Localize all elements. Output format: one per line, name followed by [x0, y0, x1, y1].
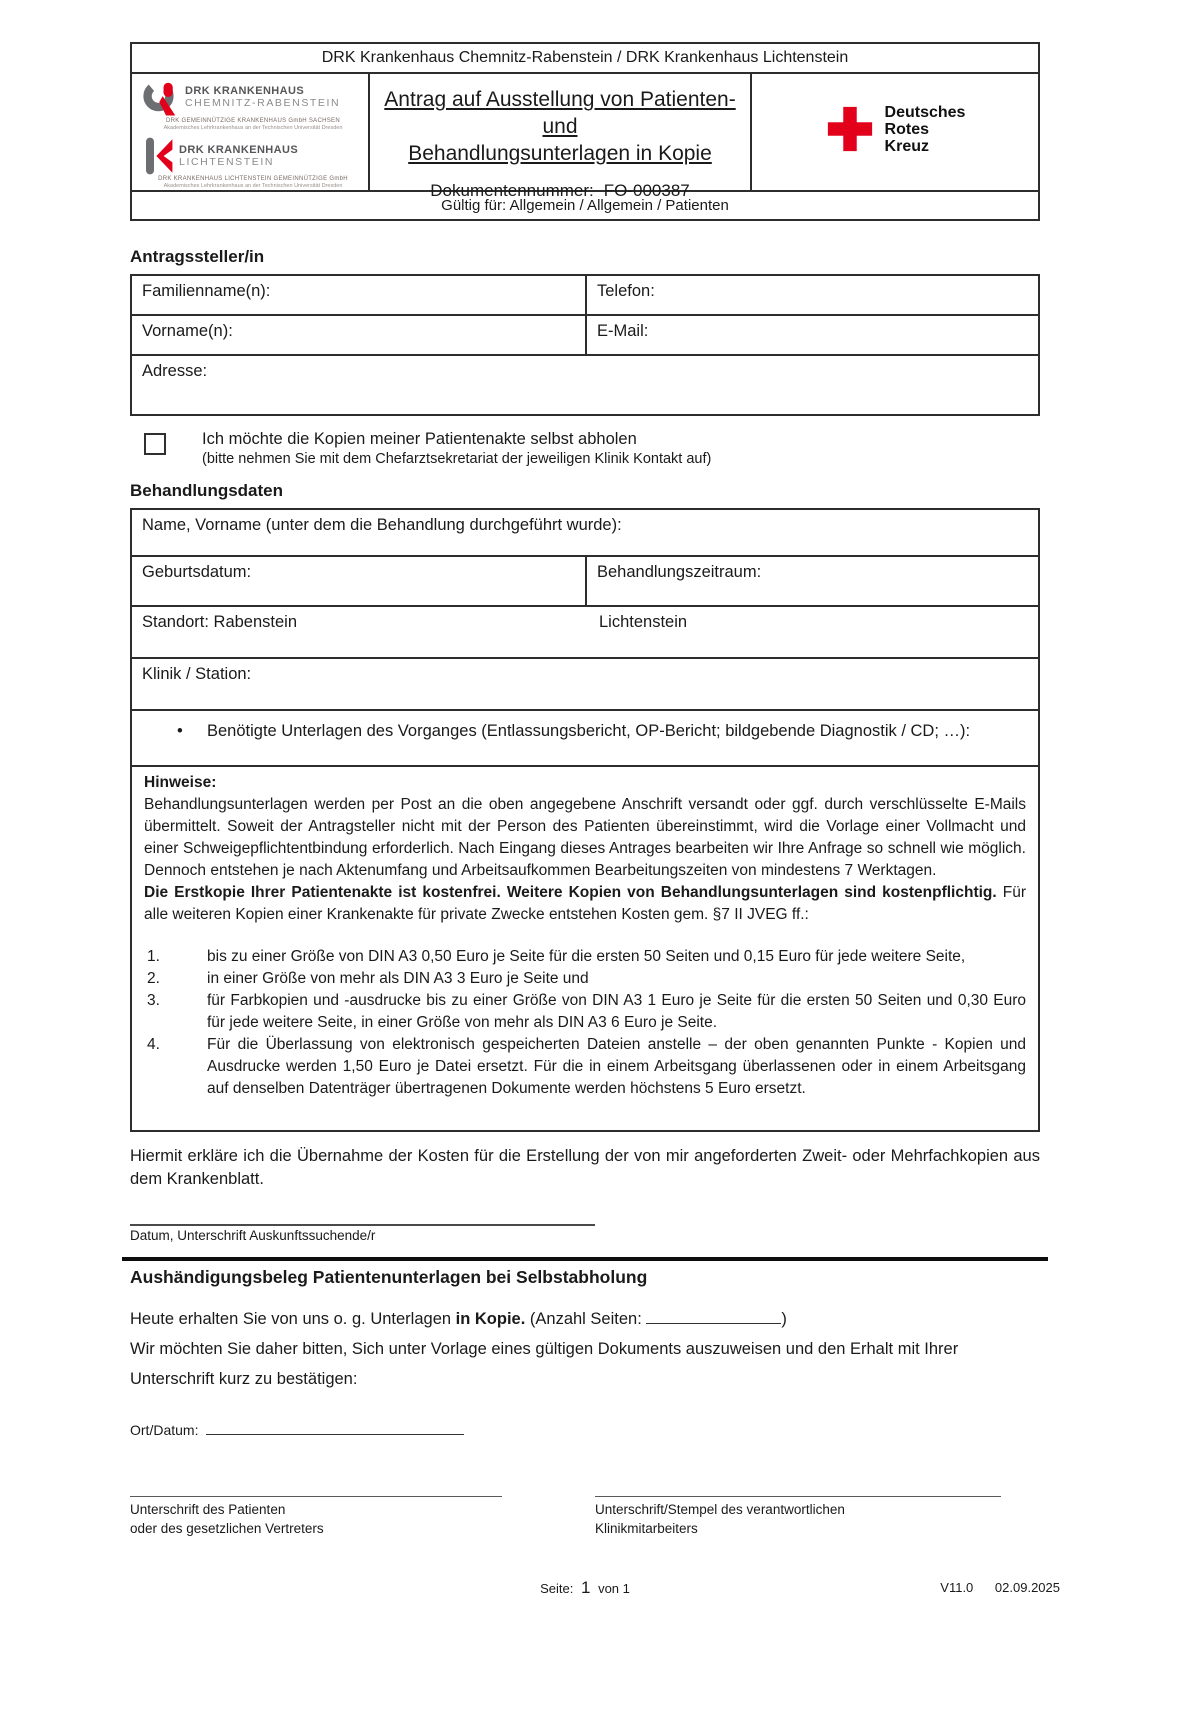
clinic-signature-label2: Klinikmitarbeiters — [595, 1521, 698, 1536]
rabenstein-logo-line2: Akademisches Lehrkrankenhaus an der Technischen Universität Dresden — [163, 125, 343, 131]
patient-signature-label2: oder des gesetzlichen Vertreters — [130, 1521, 324, 1536]
place-date-label: Ort/Datum: — [130, 1422, 199, 1438]
page-of: von 1 — [598, 1581, 630, 1596]
self-pickup-note: (bitte nehmen Sie mit dem Chefarztsekretariat der jeweiligen Klinik Kontakt auf) — [202, 451, 712, 467]
table-row — [132, 276, 1038, 314]
org-title: DRK Krankenhaus Chemnitz-Rabenstein / DRK Krankenhaus Lichtenstein — [132, 44, 1038, 74]
page-footer — [130, 1578, 1060, 1602]
location-field[interactable] — [132, 607, 1038, 657]
page-label: Seite: — [540, 1581, 574, 1596]
handover-line1-part3: ) — [781, 1310, 787, 1328]
handover-heading: Aushändigungsbeleg Patientenunterlagen bei Selbstabholung — [130, 1267, 648, 1287]
table-row — [132, 555, 1038, 605]
handover-line1-part1: Heute erhalten Sie von uns o. g. Unterlagen — [130, 1310, 456, 1328]
list-item-number: 4. — [147, 1036, 160, 1053]
table-row — [132, 314, 1038, 354]
notes-costs-rest: Für alle weiteren Kopien einer Krankenakte für private Zwecke entstehen Kosten gem. §7 II JVEG ff.: — [144, 884, 1026, 923]
form-title-cell — [370, 74, 752, 200]
self-pickup-label: Ich möchte die Kopien meiner Patientenakte selbst abholen — [202, 430, 637, 448]
list-item-text: bis zu einer Größe von DIN A3 0,50 Euro je Seite für die ersten 50 Seiten und 0,15 Euro für jede weitere Seite, — [207, 948, 966, 965]
list-item-number: 3. — [147, 992, 160, 1009]
email-field[interactable]: E-Mail: — [597, 322, 649, 340]
handover-line1-part2: (Anzahl Seiten: — [525, 1310, 647, 1328]
treatment-name-field[interactable]: Name, Vorname (unter dem die Behandlung durchgeführt wurde): — [142, 516, 622, 534]
handover-line1-bold: in Kopie. — [455, 1310, 526, 1328]
form-title-line1: Antrag auf Ausstellung von Patienten- und — [384, 88, 736, 138]
notes-costs-bold: Die Erstkopie Ihrer Patientenakte ist kostenfrei. Weitere Kopien von Behandlungsunterlagen sind kostenpflichtig. — [144, 884, 997, 901]
required-documents-field[interactable] — [132, 711, 1038, 765]
form-header — [130, 42, 1040, 221]
table-row — [132, 709, 1038, 765]
phone-field[interactable]: Telefon: — [597, 282, 655, 300]
lichtenstein-logo-icon — [142, 136, 174, 176]
patient-signature-label1: Unterschrift des Patienten — [130, 1502, 286, 1517]
first-name-field[interactable]: Vorname(n): — [132, 316, 587, 354]
form-title-line2: Behandlungsunterlagen in Kopie — [408, 142, 712, 165]
hospital-logos — [132, 74, 370, 190]
bottom-signatures — [130, 1496, 1040, 1538]
handover-paragraph — [130, 1304, 1040, 1394]
treatment-table — [130, 508, 1040, 1132]
birth-date-field[interactable]: Geburtsdatum: — [132, 557, 587, 605]
list-item-number: 2. — [147, 970, 160, 987]
page-count-blank[interactable] — [646, 1307, 781, 1324]
version-info — [940, 1580, 1060, 1595]
valid-for-line: Gültig für: Allgemein / Allgemein / Patienten — [441, 197, 729, 214]
location-lichtenstein-option[interactable]: Lichtenstein — [599, 613, 688, 631]
document-number-value: FO-000387 — [603, 181, 690, 200]
rabenstein-logo-icon — [142, 76, 180, 118]
cost-declaration: Hiermit erkläre ich die Übernahme der Kosten für die Erstellung der von mir angeforderten Zweit- oder Mehrfachkopien aus dem Krankenblatt. — [130, 1147, 1040, 1188]
address-field[interactable]: Adresse: — [142, 362, 208, 380]
lichtenstein-logo-subtitle: LICHTENSTEIN — [179, 156, 275, 168]
drk-text-line3: Kreuz — [884, 137, 929, 155]
notes-heading: Hinweise: — [144, 774, 217, 791]
section-divider — [122, 1257, 1048, 1261]
handover-line2: Wir möchten Sie daher bitten, Sich unter Vorlage eines gültigen Dokuments auszuweisen und den Erhalt mit Ihrer Unterschrift kurz zu bestätigen: — [130, 1340, 959, 1388]
page-number: 1 — [580, 1578, 591, 1597]
lichtenstein-logo-line2: Akademisches Lehrkrankenhaus an der Technischen Universität Dresden — [163, 183, 343, 189]
place-date-row — [130, 1420, 1040, 1438]
list-item-number: 1. — [147, 948, 160, 965]
notes-block — [132, 765, 1038, 1130]
version-number: V11.0 — [940, 1580, 974, 1595]
table-row — [132, 510, 1038, 555]
required-documents-label: Benötigte Unterlagen des Vorganges (Entlassungsbericht, OP-Bericht; bildgebende Diagnostik / CD; …): — [207, 722, 971, 740]
location-rabenstein-option[interactable]: Standort: Rabenstein — [142, 613, 298, 631]
list-item-text: für Farbkopien und -ausdrucke bis zu einer Größe von DIN A3 1 Euro je Seite für die ersten 50 Seiten und 0,30 Euro für jede weitere Seite, in einer Größe von mehr als DIN A3 6 Euro je Seite. — [207, 992, 1026, 1031]
list-item — [144, 968, 1026, 990]
treatment-period-field[interactable]: Behandlungszeitraum: — [597, 563, 762, 581]
applicant-section-heading: Antragssteller/in — [130, 247, 265, 266]
logo-lichtenstein — [142, 136, 364, 190]
cost-list — [144, 946, 1026, 1100]
version-date: 02.09.2025 — [994, 1580, 1060, 1595]
lichtenstein-logo-line1: DRK KRANKENHAUS LICHTENSTEIN GEMEINNÜTZIGE GmbH — [158, 176, 348, 182]
notes-paragraph: Behandlungsunterlagen werden per Post an die oben angegebene Anschrift versandt oder ggf. durch verschlüsselte E-Mails übermittelt. Soweit der Antragsteller nicht mit der Person des Patienten übereinstimmt, wird die Vorlage einer Vollmacht und einer Schweigepflichtentbindung erforderlich. Nach Eingang dieses Antrages bearbeiten wir Ihre Anfrage so schnell wie möglich. Dennoch entstehen je nach Aktenumfang und Arbeitsaufkommen Bearbeitungszeiten von mindestens 7 Werktagen. — [144, 796, 1026, 879]
list-item — [144, 990, 1026, 1034]
self-pickup-checkbox[interactable] — [144, 433, 166, 455]
list-item-text: Für die Überlassung von elektronisch gespeicherten Dateien anstelle – der oben genannten Punkte - Kopien und Ausdrucke werden 1,50 Euro je Datei ersetzt. Für die in einem Arbeitsgang überlassenen oder in einem Arbeitsgang auf denselben Datenträger übertragenen Dokumente werden höchstens 5 Euro ersetzt. — [207, 1036, 1026, 1097]
header-main-row — [132, 74, 1038, 200]
self-pickup-row — [144, 428, 1040, 469]
place-date-blank[interactable] — [206, 1420, 464, 1435]
notes-costs — [144, 882, 1026, 926]
rabenstein-logo-subtitle: CHEMNITZ-RABENSTEIN — [185, 97, 341, 109]
clinic-station-field[interactable]: Klinik / Station: — [142, 665, 252, 683]
lichtenstein-logo-title: DRK KRANKENHAUS — [179, 144, 299, 156]
page-indicator — [130, 1578, 1040, 1598]
rabenstein-logo-title: DRK KRANKENHAUS — [185, 85, 305, 97]
rabenstein-logo-line1: DRK GEMEINNÜTZIGE KRANKENHAUS GmbH SACHSEN — [166, 118, 340, 124]
red-cross-icon — [825, 104, 875, 154]
bullet-icon: • — [177, 722, 183, 740]
patient-signature-block[interactable] — [130, 1496, 502, 1538]
clinic-signature-label1: Unterschrift/Stempel des verantwortlichen — [595, 1502, 845, 1517]
document-page — [130, 42, 1060, 1602]
list-item — [144, 946, 1026, 968]
table-row — [132, 354, 1038, 414]
drk-text-line1: Deutsches — [884, 103, 966, 121]
document-number-label: Dokumentennummer: — [430, 181, 594, 200]
table-row — [132, 657, 1038, 709]
list-item-text: in einer Größe von mehr als DIN A3 3 Euro je Seite und — [207, 970, 589, 987]
applicant-table — [130, 274, 1040, 416]
treatment-section-heading: Behandlungsdaten — [130, 481, 284, 500]
drk-logo — [752, 74, 1038, 190]
table-row — [132, 605, 1038, 657]
drk-text-line2: Rotes — [884, 120, 929, 138]
list-item — [144, 1034, 1026, 1100]
applicant-signature-label: Datum, Unterschrift Auskunftssuchende/r — [130, 1228, 376, 1243]
family-name-field[interactable]: Familienname(n): — [132, 276, 587, 314]
clinic-signature-block[interactable] — [595, 1496, 1001, 1538]
logo-rabenstein — [142, 76, 364, 132]
